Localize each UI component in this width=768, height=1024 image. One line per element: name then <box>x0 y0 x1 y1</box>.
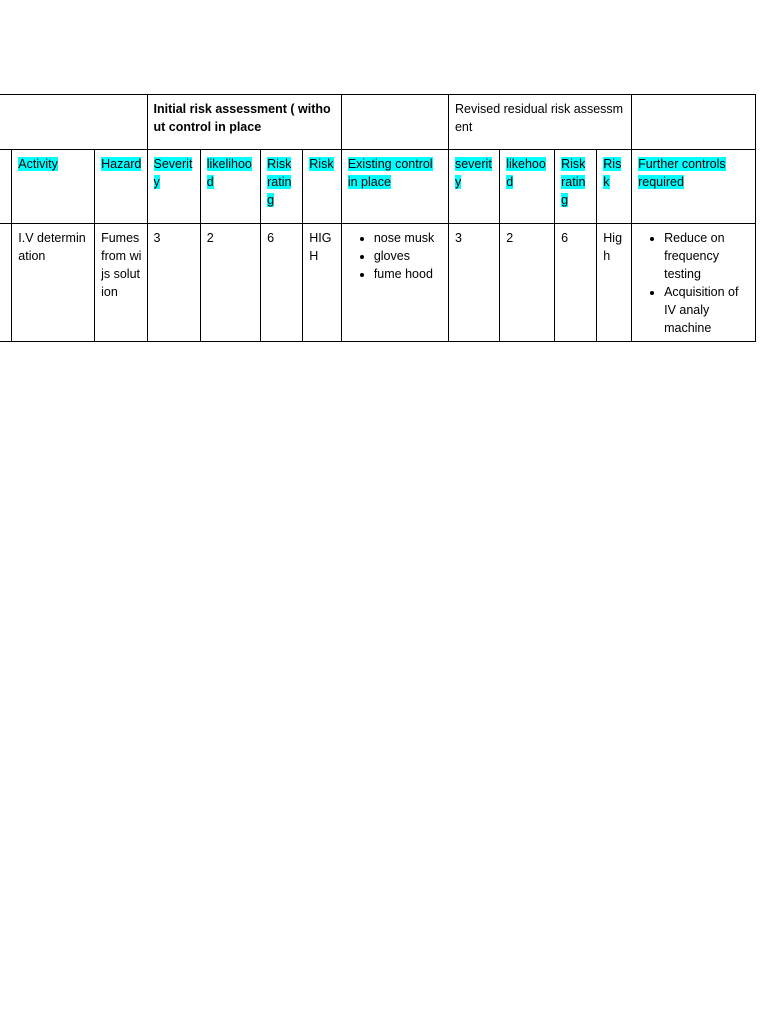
group-header-row <box>0 95 756 150</box>
list-item: • Reduce on frequency testing <box>664 229 750 283</box>
column-header-severity-initial <box>147 150 200 224</box>
column-header-risk-rating-initial-label: Risk rating <box>267 157 292 207</box>
column-header-existing-control-label: Existing control in place <box>347 157 433 189</box>
list-item: • fume hood <box>374 265 443 283</box>
column-header-severity-revised <box>448 150 499 224</box>
column-header-risk-revised <box>597 150 632 224</box>
cell-hazard: Fumes from wijs solution <box>95 224 147 342</box>
further-controls-list <box>638 229 750 337</box>
cell-risk-rating-revised: 6 <box>555 224 597 342</box>
column-header-no <box>0 150 12 224</box>
cell-severity-revised: 3 <box>448 224 499 342</box>
column-header-activity <box>12 150 95 224</box>
cell-existing-control <box>341 224 448 342</box>
column-header-severity-initial-label: Severity <box>153 157 193 189</box>
column-header-risk-rating-revised <box>555 150 597 224</box>
column-header-hazard-label: Hazard <box>101 157 142 171</box>
revised-risk-group-header: Revised residual risk assessment <box>448 95 631 150</box>
column-header-risk-rating-revised-label: Risk rating <box>561 157 586 207</box>
column-header-existing-control <box>341 150 448 224</box>
initial-risk-group-header: Initial risk assessment ( without control in place <box>147 95 341 150</box>
column-header-risk-initial-label: Risk <box>309 157 334 171</box>
cell-risk-initial: HIGH <box>303 224 342 342</box>
cell-likelihood-initial: 2 <box>200 224 260 342</box>
column-header-risk-rating-initial <box>261 150 303 224</box>
list-item: • Acquisition of IV analy machine <box>664 283 750 337</box>
group-header-blank-left <box>0 95 147 150</box>
column-header-further-controls-label: Further controls required <box>638 157 726 189</box>
cell-risk-rating-initial: 6 <box>261 224 303 342</box>
cell-likelihood-revised: 2 <box>500 224 555 342</box>
column-header-severity-revised-label: severity <box>454 157 492 189</box>
group-header-blank-right <box>632 95 756 150</box>
column-header-hazard <box>95 150 147 224</box>
column-header-likelihood-initial-label: likelihood <box>206 157 252 189</box>
column-header-likelihood-initial <box>200 150 260 224</box>
existing-control-list <box>348 229 443 283</box>
cell-further-controls <box>632 224 756 342</box>
cell-severity-initial: 3 <box>147 224 200 342</box>
cell-no <box>0 224 12 342</box>
cell-activity: I.V determination <box>12 224 95 342</box>
list-item: • gloves <box>374 247 443 265</box>
column-header-risk-initial <box>303 150 342 224</box>
column-header-further-controls <box>632 150 756 224</box>
table-row <box>0 224 756 342</box>
cell-risk-revised: High <box>597 224 632 342</box>
column-header-likelihood-revised-label: likehood <box>506 157 546 189</box>
risk-assessment-table <box>0 94 756 342</box>
column-header-likelihood-revised <box>500 150 555 224</box>
column-header-risk-revised-label: Risk <box>603 157 622 189</box>
column-header-activity-label: Activity <box>18 157 58 171</box>
column-header-row <box>0 150 756 224</box>
list-item: • nose musk <box>374 229 443 247</box>
group-header-blank-middle <box>341 95 448 150</box>
